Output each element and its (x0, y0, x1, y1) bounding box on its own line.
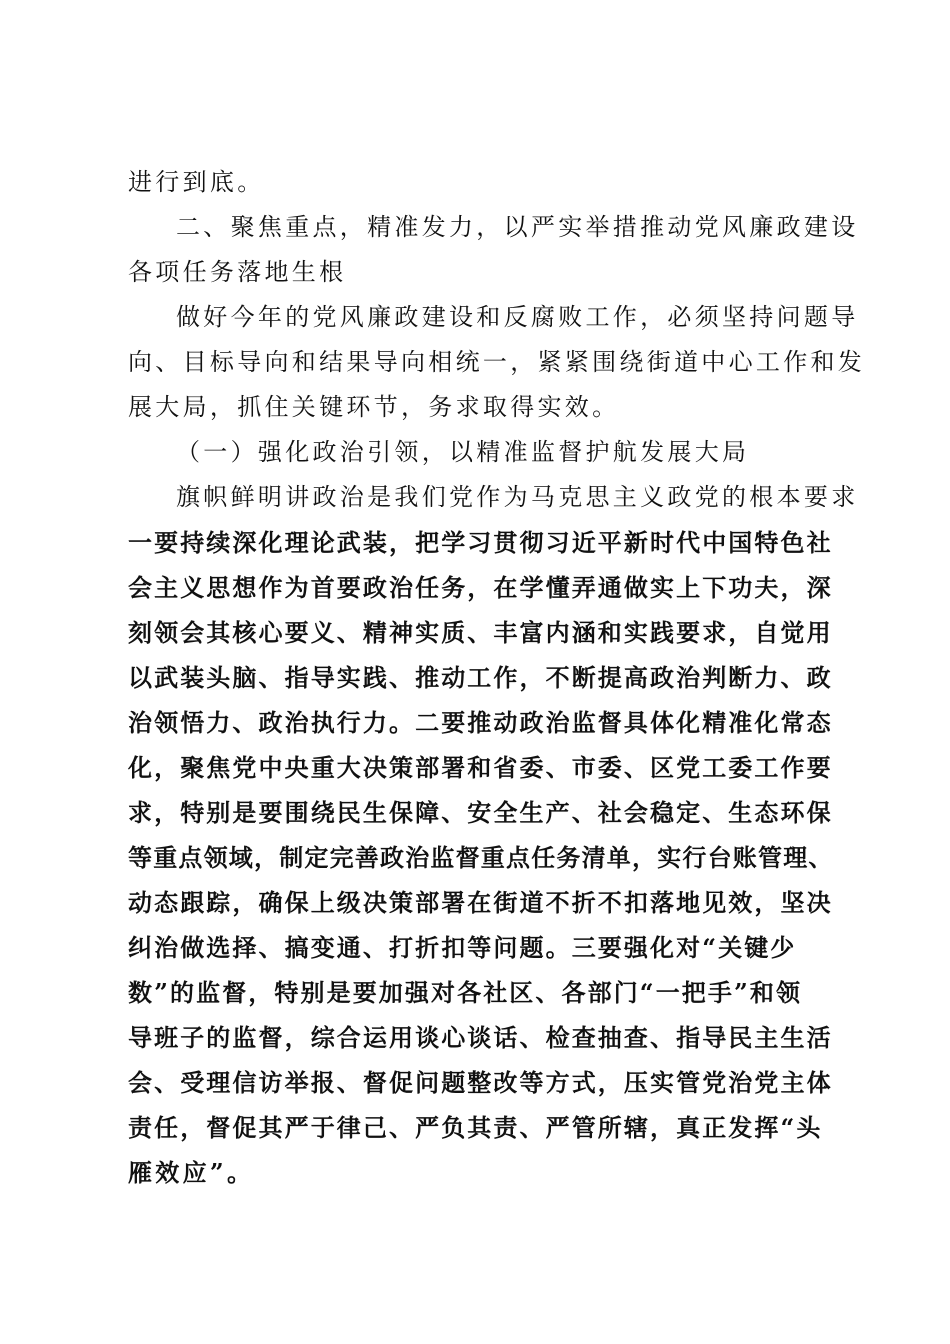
bold-text-line: 动态跟踪，确保上级决策部署在街道不折不扣落地见效，坚决 (128, 888, 833, 917)
section-heading-continued: 各项任务落地生根 (128, 258, 347, 286)
text-line: 向、目标导向和结果导向相统一，紧紧围绕街道中心工作和发 (128, 348, 866, 376)
bold-text-line: 导班子的监督，综合运用谈心谈话、检查抽查、指导民主生活 (128, 1023, 833, 1052)
bold-text-line: 治领悟力、政治执行力。二要推动政治监督具体化精准化常态 (128, 708, 833, 737)
bold-text-line: 纠治做选择、搞变通、打折扣等问题。三要强化对“关键少 (128, 933, 797, 962)
bold-text-line: 化，聚焦党中央重大决策部署和省委、市委、区党工委工作要 (128, 753, 833, 782)
text-line: 进行到底。 (128, 168, 265, 196)
subsection-heading: （一）强化政治引领，以精准监督护航发展大局 (176, 438, 750, 466)
bold-text-line: 以武装头脑、指导实践、推动工作，不断提高政治判断力、政 (128, 663, 833, 692)
document-page (128, 160, 866, 1195)
bold-text-line: 雁效应”。 (128, 1158, 255, 1187)
bold-text-line: 一要持续深化理论武装，把学习贯彻习近平新时代中国特色社 (128, 528, 833, 557)
bold-text-line: 会主义思想作为首要政治任务，在学懂弄通做实上下功夫，深 (128, 573, 833, 602)
text-line: 展大局，抓住关键环节，务求取得实效。 (128, 393, 620, 421)
text-line: 做好今年的党风廉政建设和反腐败工作，必须坚持问题导 (176, 303, 859, 331)
bold-text-line: 会、受理信访举报、督促问题整改等方式，压实管党治党主体 (128, 1068, 833, 1097)
bold-text-line: 数”的监督，特别是要加强对各社区、各部门“一把手”和领 (128, 978, 803, 1007)
bold-text-line: 等重点领域，制定完善政治监督重点任务清单，实行台账管理、 (128, 843, 834, 872)
bold-text-line: 刻领会其核心要义、精神实质、丰富内涵和实践要求，自觉用 (128, 618, 833, 647)
section-heading: 二、聚焦重点，精准发力，以严实举措推动党风廉政建设 (176, 213, 859, 241)
bold-text-line: 责任，督促其严于律己、严负其责、严管所辖，真正发挥“头 (128, 1113, 823, 1142)
bold-text-line: 求，特别是要围绕民生保障、安全生产、社会稳定、生态环保 (128, 798, 833, 827)
text-line: 旗帜鲜明讲政治是我们党作为马克思主义政党的根本要求 (176, 483, 859, 511)
